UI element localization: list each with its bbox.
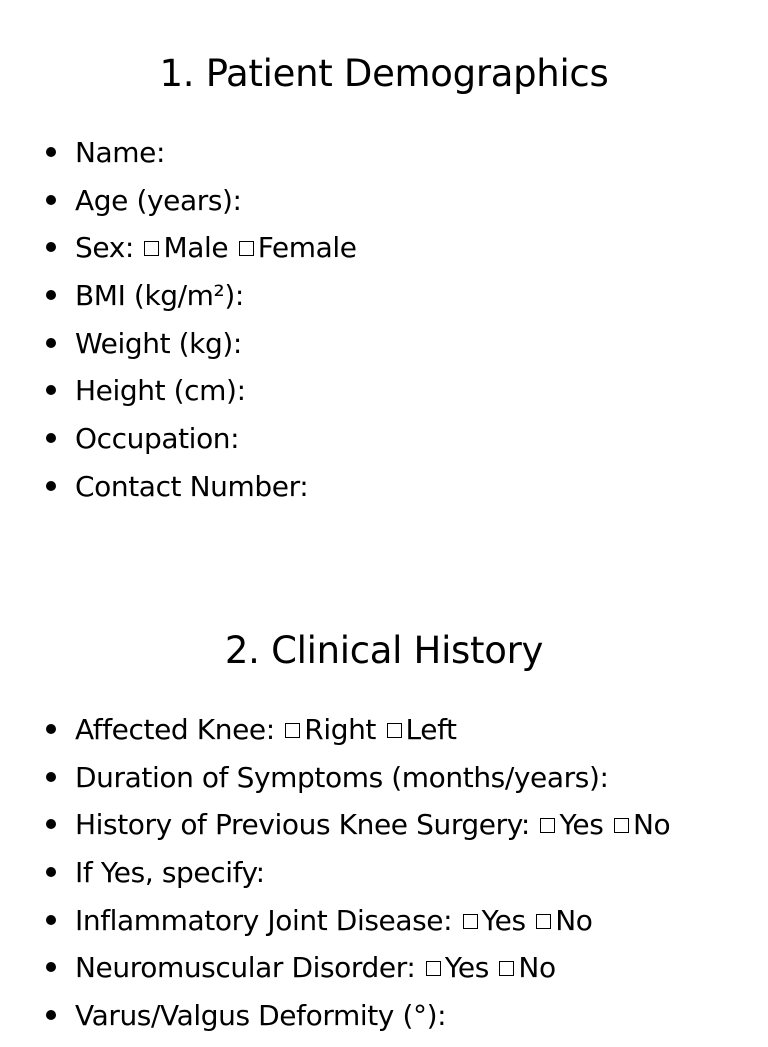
section-title: 2. Clinical History: [224, 629, 544, 672]
list-item: [0, 422, 768, 470]
bullet-icon: [46, 1010, 56, 1020]
list-item: [0, 856, 768, 904]
checkbox-icon[interactable]: [499, 961, 514, 976]
option-label: No: [632, 808, 671, 842]
clinical-history-section: [0, 627, 768, 1047]
option-label: Yes: [481, 903, 526, 937]
field-label: Contact Number:: [75, 469, 309, 503]
checkbox-icon[interactable]: [426, 961, 441, 976]
bullet-icon: [46, 915, 56, 925]
field-label: Sex:: [75, 231, 134, 265]
option-label: Left: [405, 713, 457, 746]
bullet-icon: [46, 962, 56, 972]
bullet-icon: [46, 433, 56, 443]
bullet-icon: [46, 147, 56, 157]
list-item: [0, 713, 768, 761]
option-label: Yes: [559, 808, 604, 842]
checkbox-icon[interactable]: [285, 723, 300, 738]
section-title: 1. Patient Demographics: [159, 52, 609, 95]
checkbox-icon[interactable]: [614, 818, 629, 833]
option-label: Female: [257, 231, 357, 265]
list-item: [0, 136, 768, 184]
bullet-icon: [46, 481, 56, 491]
list-item: [0, 231, 768, 279]
field-label: BMI (kg/m²):: [75, 279, 244, 313]
option-label: Male: [163, 231, 229, 265]
list-item: [0, 374, 768, 422]
bullet-icon: [46, 290, 56, 300]
field-label: Neuromuscular Disorder:: [75, 951, 416, 985]
checkbox-icon[interactable]: [536, 914, 551, 929]
field-label: Varus/Valgus Deformity (°):: [75, 999, 447, 1033]
list-item: [0, 808, 768, 856]
field-label: History of Previous Knee Surgery:: [75, 808, 530, 842]
field-label: Affected Knee:: [75, 713, 275, 746]
bullet-icon: [46, 724, 56, 734]
checkbox-icon[interactable]: [387, 723, 402, 738]
bullet-icon: [46, 819, 56, 829]
checkbox-icon[interactable]: [239, 241, 254, 256]
patient-demographics-section: [0, 50, 768, 518]
list-item: [0, 279, 768, 327]
list-item: [0, 999, 768, 1047]
list-item: [0, 184, 768, 232]
field-label: Duration of Symptoms (months/years):: [75, 760, 609, 794]
checkbox-icon[interactable]: [463, 914, 478, 929]
bullet-icon: [46, 195, 56, 205]
field-label: Weight (kg):: [75, 326, 242, 360]
field-list: [0, 713, 768, 1047]
bullet-icon: [46, 242, 56, 252]
list-item: [0, 470, 768, 518]
bullet-icon: [46, 772, 56, 782]
field-label: Name:: [75, 136, 166, 169]
field-label: If Yes, specify:: [75, 856, 265, 890]
field-label: Age (years):: [75, 183, 242, 217]
field-label: Inflammatory Joint Disease:: [75, 903, 453, 937]
bullet-icon: [46, 385, 56, 395]
bullet-icon: [46, 338, 56, 348]
option-label: Right: [304, 713, 377, 746]
bullet-icon: [46, 867, 56, 877]
checkbox-icon[interactable]: [144, 241, 159, 256]
field-label: Height (cm):: [75, 374, 246, 408]
list-item: [0, 904, 768, 952]
list-item: [0, 761, 768, 809]
field-label: Occupation:: [75, 422, 240, 456]
option-label: No: [555, 903, 593, 937]
option-label: No: [518, 951, 556, 985]
list-item: [0, 327, 768, 375]
list-item: [0, 951, 768, 999]
field-list: [0, 136, 768, 518]
option-label: Yes: [444, 951, 489, 985]
checkbox-icon[interactable]: [540, 818, 555, 833]
